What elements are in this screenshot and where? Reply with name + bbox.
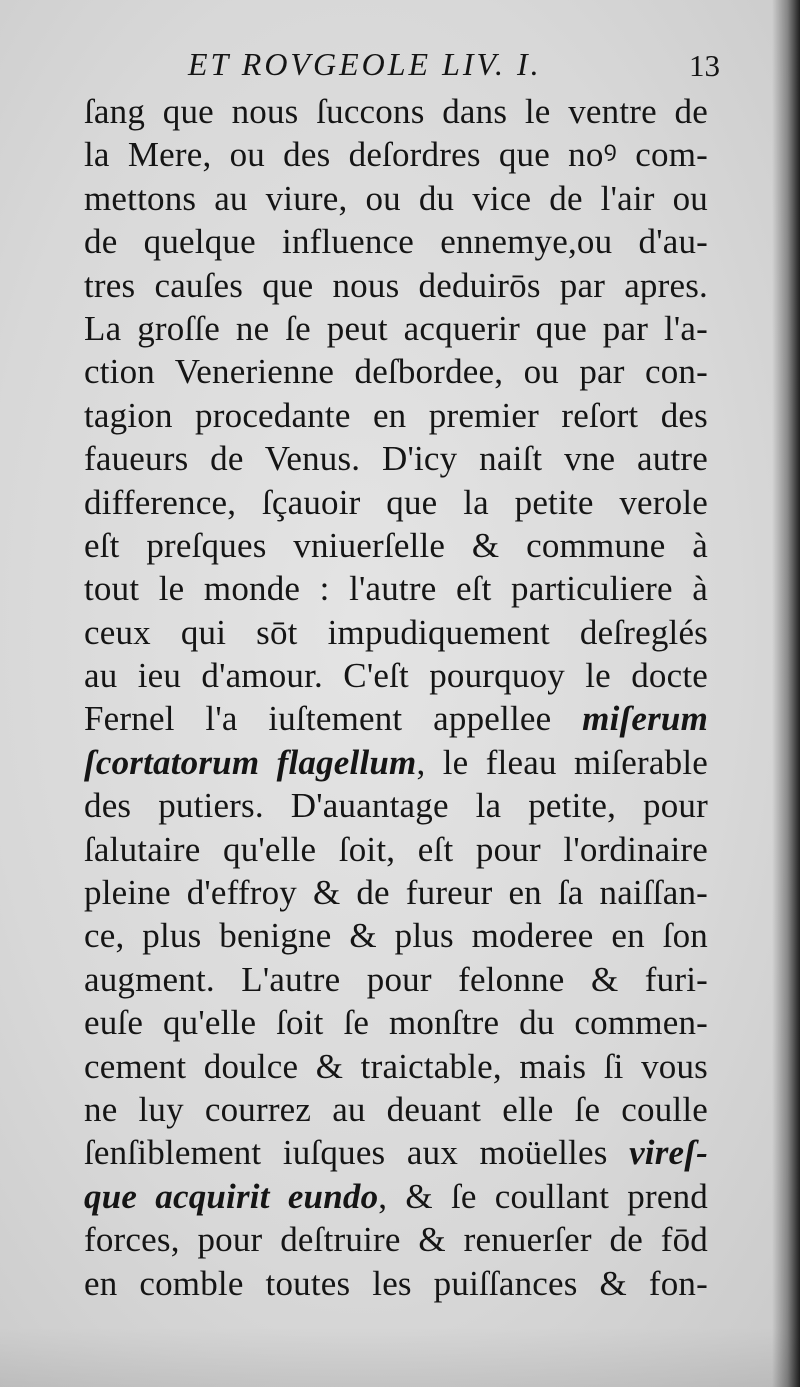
italic-latin-segment: miſerum (582, 699, 708, 739)
text-line: forces, pour deſtruire & renuerſer de fōd (84, 1220, 708, 1260)
text-line: cement doulce & traictable, mais ſi vous (84, 1046, 708, 1086)
text-line: mettons au viure, ou du vice de l'air ou (84, 178, 708, 218)
text-line-mixed (84, 741, 708, 784)
text-line: au ieu d'amour. C'eſt pourquoy le docte (84, 656, 708, 696)
text-line: ction Venerienne deſbordee, ou par con- (84, 352, 708, 392)
italic-latin-segment: que acquirit eundo (84, 1176, 379, 1216)
text-line: ce, plus benigne & plus moderee en ſon (84, 916, 708, 956)
text-line-mixed (84, 1131, 708, 1174)
text-line: difference, ſçauoir que la petite verole (84, 482, 708, 522)
page-number: 13 (689, 48, 720, 83)
page-edge-shadow (772, 0, 800, 1387)
roman-segment: ſenſiblement iuſques aux moüelles (84, 1133, 608, 1173)
text-line: pleine d'effroy & de fureur en ſa naiſſan- (84, 873, 708, 913)
text-line: de quelque influence ennemye,ou d'au- (84, 222, 708, 262)
text-line: euſe qu'elle ſoit ſe monſtre du commen- (84, 1003, 708, 1043)
text-line-mixed (84, 697, 708, 740)
text-line: tagion procedante en premier reſort des (84, 395, 708, 435)
page-header (80, 46, 720, 90)
text-line: augment. L'autre pour felonne & furi- (84, 959, 708, 999)
italic-latin-segment: ſcortatorum flagellum (84, 742, 417, 782)
text-line-mixed (84, 1175, 708, 1218)
roman-segment: Fernel l'a iuſtement appellee (84, 699, 552, 739)
roman-segment: , le fleau miſerable (416, 742, 708, 782)
italic-latin-segment: vireſ- (629, 1133, 708, 1173)
running-head: ET ROVGEOLE LIV. I. (188, 46, 542, 82)
text-line: ſalutaire qu'elle ſoit, eſt pour l'ordinaire (84, 829, 708, 869)
roman-segment: , & ſe coullant prend (378, 1176, 708, 1216)
body-text (84, 90, 708, 1305)
text-line: ſang que nous ſuccons dans le ventre de (84, 92, 708, 131)
text-line: ceux qui sōt impudiquement deſreglés (84, 612, 708, 652)
text-line: eſt preſques vniuerſelle & commune à (84, 525, 708, 565)
text-line: des putiers. D'auantage la petite, pour (84, 786, 708, 826)
text-line: La groſſe ne ſe peut acquerir que par l'a- (84, 308, 708, 348)
text-line: tres cauſes que nous deduirōs par apres. (84, 265, 708, 305)
page-bottom-shade (0, 1327, 800, 1387)
text-line: la Mere, ou des deſordres que noꝰ com- (84, 135, 708, 175)
text-line: en comble toutes les puiſſances & fon- (84, 1263, 708, 1303)
text-line: ne luy courrez au deuant elle ſe coulle (84, 1089, 708, 1129)
text-line: tout le monde : l'autre eſt particuliere à (84, 569, 708, 609)
text-line: faueurs de Venus. D'icy naiſt vne autre (84, 439, 708, 479)
